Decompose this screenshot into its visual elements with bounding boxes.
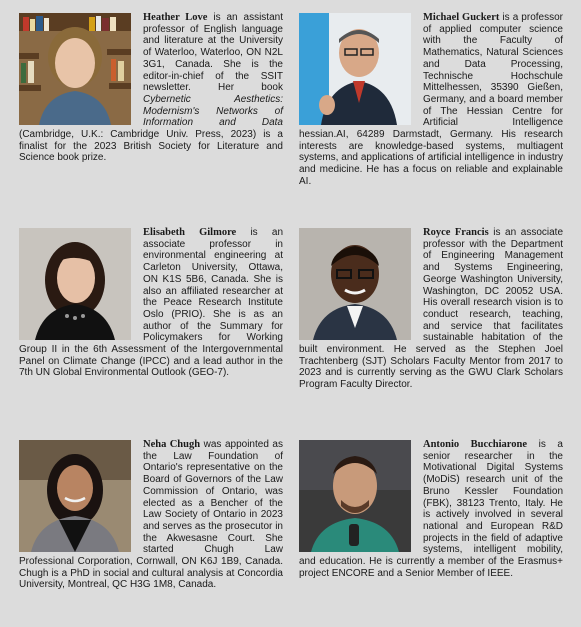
bio-antonio-bucchiarone: [299, 439, 563, 579]
bio-neha-chugh: [19, 439, 283, 591]
bio-text-continued: (Cambridge, U.K.: Cambridge Univ. Press, 2023) is a finalist for the 2023 British Society for Literature and Science book prize.: [19, 129, 283, 164]
bio-text: is an assistant professor of English language and literature at the University of Waterloo, Waterloo, ON N2L 3G1, Canada. She is the editor-in-chief of the SSIT newsletter. Her book: [143, 12, 283, 94]
portrait-photo: [299, 440, 411, 552]
bio-heather-love: [19, 12, 283, 164]
bio-name: Royce Francis: [423, 227, 489, 238]
bio-text: is an associate professor in environmental engineering at Carleton University, Ottawa, ON K1S 5B6, Canada. She is also an affiliated researcher at the Peace Research Institute Oslo (PRIO). She is as an author of the Summary for Policymakers for Working Group II in the 6th Assessment of the Intergovernmental Panel on Climate Change (IPCC) and a lead author in the 7th UN Global Environmental Outlook (GEO-7).: [19, 227, 284, 379]
bio-name: Heather Love: [143, 12, 208, 23]
bio-text: was appointed as the Law Foundation of Ontario's representative on the Board of Governors of the Law Commission of Ontario, was elected as a Bencher of the Law Society of Ontario in 2023 and serves as the prosecutor in the Akwesasne Court. She started Chugh Law Professional Corporation, Cornwall, ON K6J 1B9, Canada. Chugh is a PhD in social and cultural analysis at Concordia University, Montreal, QC H3G 1M8, Canada.: [19, 439, 283, 591]
bio-name: Antonio Bucchiarone: [423, 439, 528, 450]
portrait-photo: [19, 440, 131, 552]
bio-royce-francis: [299, 227, 563, 391]
bio-name: Elisabeth Gilmore: [143, 227, 237, 238]
portrait-photo: [19, 13, 131, 125]
portrait-photo: [299, 13, 411, 125]
bio-michael-guckert: [299, 12, 563, 188]
bio-text: is an associate professor with the Department of Engineering Management and Systems Engineering, George Washington University, Washington, DC 20052 USA. His overall research vision is to conduct research, teaching, and service that facilitates sustainable habitation of the built environment. He served as the Stephen Joel Trachtenberg (SJT) Scholars Faculty Mentor from 2017 to 2023 and is currently serving as the GWU Clark Scholars Program Faculty Director.: [299, 227, 563, 391]
bio-name: Neha Chugh: [143, 439, 201, 450]
bio-text: is a professor of applied computer science with the Faculty of Mathematics, Natural Sciences and Data Processing, Technische Hochschule Mittelhessen, 35390 Gießen, Germany, and a board member of The Hessian Centre for Artificial Intelligence hessian.AI, 64289 Darmstadt, Germany. His research interests are knowledge-based systems, multiagent systems, and applications of artificial intelligence in industry and medicine. He has a focus on reliable and explainable AI.: [299, 12, 563, 187]
book-title: Cybernetic Aesthetics: Modernism's Networks of Information and Data: [143, 93, 283, 129]
bio-elisabeth-gilmore: [19, 227, 283, 379]
portrait-photo: [299, 228, 411, 340]
bio-text: is a senior researcher in the Motivational Digital Systems (MoDiS) research unit of the Bruno Kessler Foundation (FBK), 38123 Trento, Italy. He is actively involved in several national and European R&D projects in the field of adaptive systems, intelligent mobility, and education. He is currently a member of the Erasmus+ project ENCORE and a Senior Member of IEEE.: [299, 439, 563, 579]
bio-name: Michael Guckert: [423, 12, 500, 23]
portrait-photo: [19, 228, 131, 340]
